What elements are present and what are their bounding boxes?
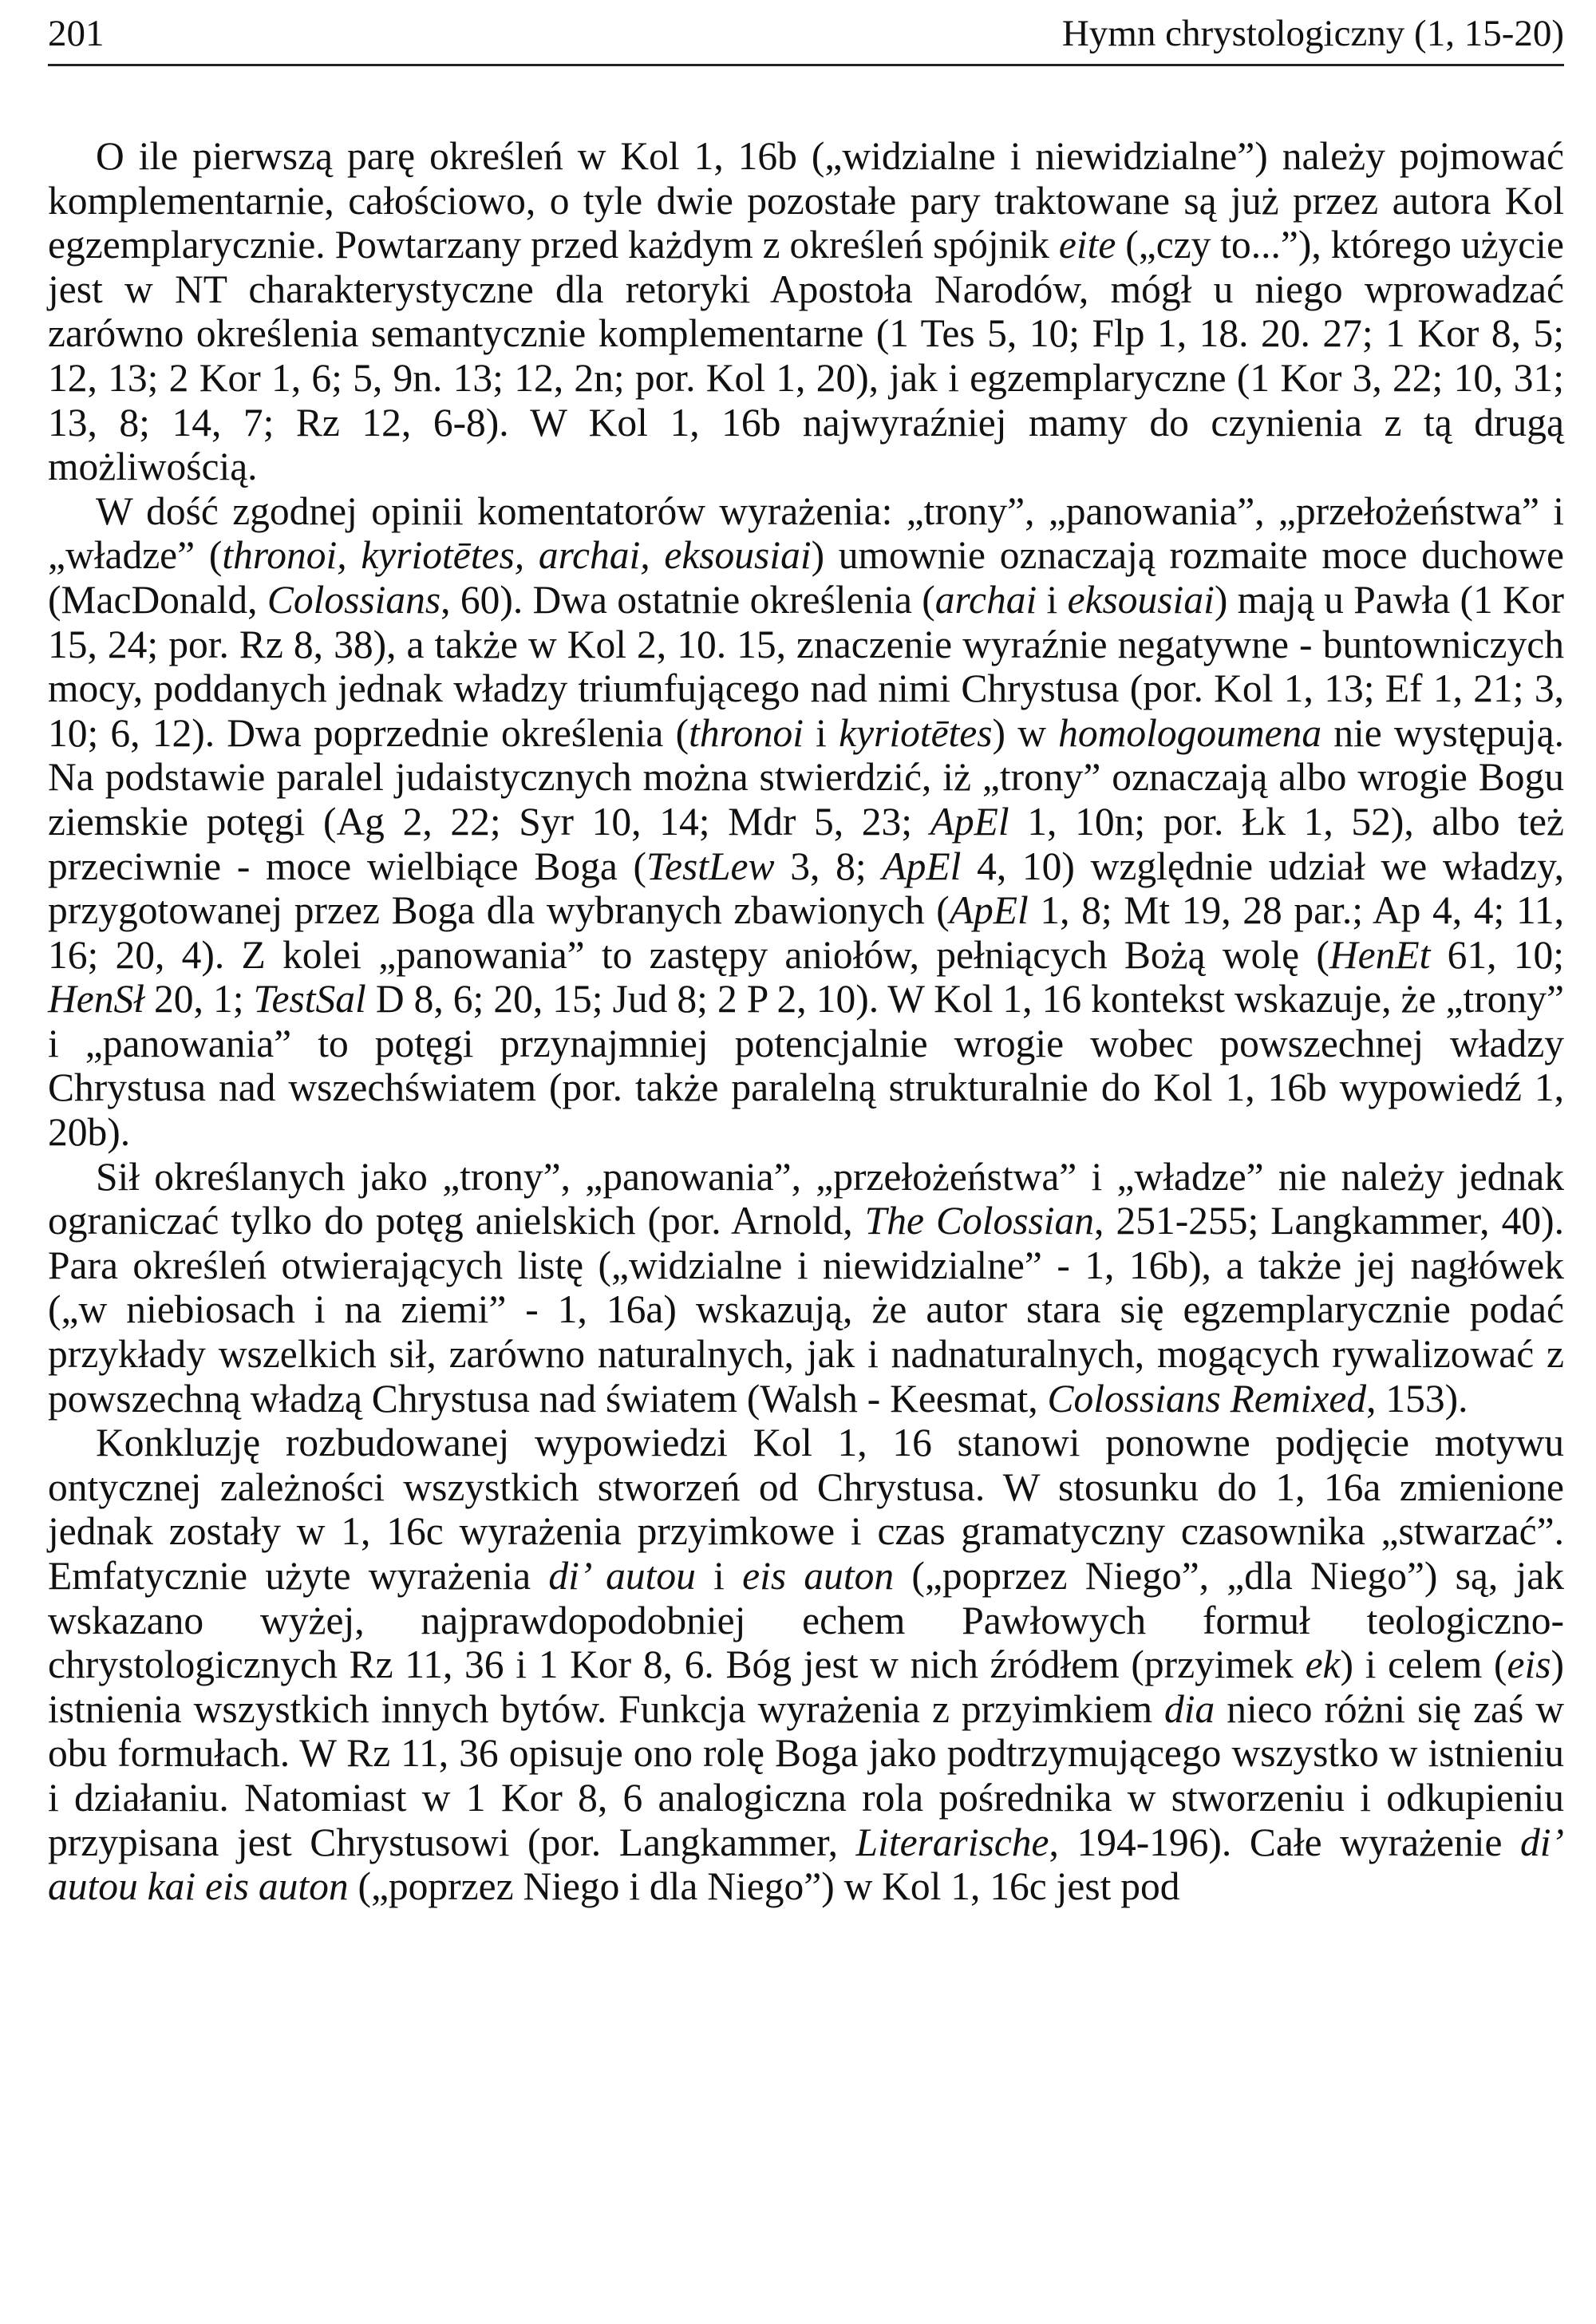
italic-term: ek [1305, 1642, 1341, 1687]
italic-term: archai [934, 577, 1037, 622]
paragraph [48, 134, 1564, 489]
text-run: 1, 10n; por. Łk 1, 52), albo też przeciwnie - moce wielbiące Boga ( [48, 799, 1564, 888]
paragraph [48, 489, 1564, 1155]
italic-term: homologoumena [1058, 710, 1322, 755]
italic-term: eksousiai [1067, 577, 1215, 622]
text-run: 1, 8; Mt 19, 28 par.; Ap 4, 4; 11, 16; 20, 4). Z kolei „panowania” to zastępy aniołów, pełniących Bożą wolę ( [48, 888, 1564, 977]
italic-term: thronoi [689, 710, 804, 755]
text-run: Konkluzję rozbudowanej wypowiedzi Kol 1, 16 stanowi ponowne podjęcie motywu ontycznej zależności wszystkich stworzeń od Chrystusa. W stosunku do 1, 16a zmienione jednak zostały w 1, 16c wyrażenia przyimkowe i czas gramatyczny czasownika „stwarzać”. Emfatycznie użyte wyrażenia [48, 1421, 1564, 1598]
text-run: („czy to...”), którego użycie jest w NT charakterystyczne dla retoryki Apostoła Narodów, mógł u niego wprowadzać zarówno określenia semantycznie komplementarne (1 Tes 5, 10; Flp 1, 18. 20. 27; 1 Kor 8, 5; 12, 13; 2 Kor 1, 6; 5, 9n. 13; 12, 2n; por. Kol 1, 20), jak i egzemplaryczne (1 Kor 3, 22; 10, 31; 13, 8; 14, 7; Rz 12, 6-8). W Kol 1, 16b najwyraźniej mamy do czynienia z tą drugą możliwością. [48, 223, 1564, 489]
text-run: nieco różni się zaś w obu formułach. W Rz 11, 36 opisuje ono rolę Boga jako podtrzymującego wszystko w istnieniu i działaniu. Natomiast w 1 Kor 8, 6 analogiczna rola pośrednika w stworzeniu i odkupieniu przypisana jest Chrystusowi (por. Langkammer, [48, 1686, 1564, 1864]
text-run: ) umownie oznaczają rozmaite moce duchowe (MacDonald, [48, 533, 1564, 622]
text-run: O ile pierwszą parę określeń w Kol 1, 16b („widzialne i niewidzialne”) należy pojmować komplementarnie, całościowo, o tyle dwie pozostałe pary traktowane są już przez autora Kol egzemplarycznie. Powtarzany przed każdym z określeń spójnik [48, 134, 1564, 267]
italic-term: eis auton [742, 1554, 895, 1598]
italic-term: Colossians Remixed [1047, 1376, 1367, 1421]
text-run: („poprzez Niego”, „dla Niego”) są, jak wskazano wyżej, najprawdopodobniej echem Pawłowych formuł teologiczno-chrystologicznych Rz 11, 36 i 1 Kor 8, 6. Bóg jest w nich źródłem (przyimek [48, 1554, 1564, 1687]
italic-term: eite [1058, 223, 1116, 267]
text-run: nie występują. Na podstawie paralel judaistycznych można stwierdzić, iż „trony” oznaczają albo wrogie Bogu ziemskie potęgi (Ag 2, 22; Syr 10, 14; Mdr 5, 23; [48, 710, 1565, 844]
italic-term: di’ autou kai eis auton [48, 1820, 1564, 1909]
text-run: ) w [992, 710, 1059, 755]
page-number: 201 [48, 13, 105, 54]
text-run: 4, 10) względnie udział we władzy, przygotowanej przez Boga dla wybranych zbawionych ( [48, 844, 1564, 933]
italic-term: kyriotētes [839, 710, 993, 755]
italic-term: Literarische [855, 1820, 1049, 1864]
italic-term: Colossians [267, 577, 441, 622]
body-text [48, 134, 1564, 1909]
text-run: („poprzez Niego i dla Niego”) w Kol 1, 16c jest pod [348, 1864, 1180, 1909]
italic-term: dia [1164, 1686, 1215, 1731]
text-run: i [695, 1554, 743, 1598]
text-run: W dość zgodnej opinii komentatorów wyrażenia: „trony”, „panowania”, „przełożeństwa” i „władze” ( [48, 488, 1564, 578]
text-run: , 251-255; Langkammer, 40). Para określeń otwierających listę („widzialne i niewidzialne” - 1, 16b), a także jej nagłówek („w niebiosach i na ziemi” - 1, 16a) wskazują, że autor stara się egzemplarycznie podać przykłady wszelkich sił, zarówno naturalnych, jak i nadnaturalnych, mogących rywalizować z powszechną władzą Chrystusa nad światem (Walsh - Keesmat, [48, 1199, 1564, 1421]
italic-term: TestSal [253, 977, 366, 1022]
paragraph [48, 1421, 1564, 1909]
text-run: D 8, 6; 20, 15; Jud 8; 2 P 2, 10). W Kol 1, 16 kontekst wskazuje, że „trony” i „panowania” to potęgi przynajmniej potencjalnie wrogie wobec powszechnej władzy Chrystusa nad wszechświatem (por. także paralelną strukturalnie do Kol 1, 16b wypowiedź 1, 20b). [48, 977, 1564, 1155]
text-run: i [1037, 577, 1068, 622]
italic-term: thronoi, kyriotētes, archai, eksousiai [222, 533, 812, 578]
text-run: Sił określanych jako „trony”, „panowania”, „przełożeństwa” i „władze” nie należy jednak ograniczać tylko do potęg anielskich (por. Arnold, [48, 1154, 1564, 1243]
text-run: i [804, 710, 839, 755]
text-run: ) i celem ( [1340, 1642, 1507, 1687]
italic-term: ApEl [930, 799, 1009, 844]
italic-term: HenSł [48, 977, 144, 1022]
running-head [48, 8, 1564, 59]
text-run: 20, 1; [144, 977, 254, 1022]
header-rule [48, 64, 1564, 66]
text-run: 61, 10; [1430, 932, 1564, 977]
italic-term: TestLew [646, 844, 775, 888]
text-run: , 153). [1366, 1376, 1468, 1421]
italic-term: eis [1507, 1642, 1551, 1687]
italic-term: ApEl [882, 844, 962, 888]
italic-term: The Colossian [864, 1199, 1095, 1243]
text-run: ) istnienia wszystkich innych bytów. Funkcja wyrażenia z przyimkiem [48, 1642, 1565, 1731]
running-title: Hymn chrystologiczny (1, 15-20) [1061, 13, 1564, 54]
text-run: , 60). Dwa ostatnie określenia ( [440, 577, 935, 622]
text-run: ) mają u Pawła (1 Kor 15, 24; por. Rz 8, 38), a także w Kol 2, 10. 15, znaczenie wyraźnie negatywne - buntowniczych mocy, poddanych jednak władzy triumfującego nad nimi Chrystusa (por. Kol 1, 13; Ef 1, 21; 3, 10; 6, 12). Dwa poprzednie określenia ( [48, 577, 1565, 755]
text-run: , 194-196). Całe wyrażenie [1049, 1820, 1520, 1864]
italic-term: HenEt [1329, 932, 1431, 977]
paragraph [48, 1155, 1564, 1421]
italic-term: ApEl [949, 888, 1029, 933]
book-page [48, 0, 1564, 2324]
text-run: 3, 8; [774, 844, 883, 888]
italic-term: di’ autou [548, 1554, 696, 1598]
